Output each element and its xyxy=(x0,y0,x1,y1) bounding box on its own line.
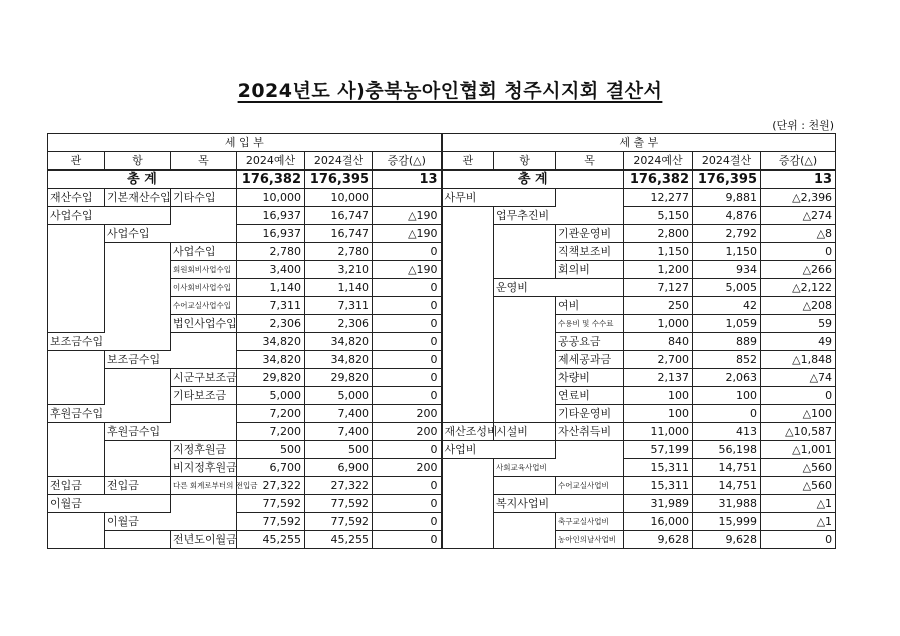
income-mok-cell: 이사회비사업수입 xyxy=(171,279,237,297)
income-mok-cell xyxy=(171,405,237,423)
col-header-mok: 목 xyxy=(556,152,624,171)
expense-mok-cell: 수어교실사업비 xyxy=(556,477,624,495)
expense-settle-cell: 0 xyxy=(693,405,761,423)
expense-hang-cell xyxy=(494,531,556,549)
expense-settle-cell: 413 xyxy=(693,423,761,441)
income-mok-cell xyxy=(171,513,237,531)
income-mok-cell: 전년도이월금 xyxy=(171,531,237,549)
section-header-row xyxy=(48,134,836,152)
income-settle-cell: 1,140 xyxy=(305,279,373,297)
income-budget-cell: 77,592 xyxy=(237,495,305,513)
table-row xyxy=(48,279,836,297)
expense-settle-cell: 14,751 xyxy=(693,459,761,477)
income-gwan-cell xyxy=(48,459,105,477)
income-hang-cell xyxy=(105,459,171,477)
col-header-settle: 2024결산 xyxy=(693,152,761,171)
expense-mok-cell: 직책보조비 xyxy=(556,243,624,261)
expense-settle-cell: 1,059 xyxy=(693,315,761,333)
col-header-hang: 항 xyxy=(105,152,171,171)
table-row xyxy=(48,207,836,225)
income-budget-cell: 16,937 xyxy=(237,207,305,225)
income-hang-cell xyxy=(105,207,171,225)
expense-budget-cell: 57,199 xyxy=(624,441,693,459)
income-gwan-cell xyxy=(48,513,105,531)
expense-mok-cell: 공공요금 xyxy=(556,333,624,351)
income-mok-cell: 수어교실사업수입 xyxy=(171,297,237,315)
income-gwan-cell xyxy=(48,387,105,405)
income-hang-cell: 보조금수입 xyxy=(105,351,171,369)
expense-budget-cell: 100 xyxy=(624,405,693,423)
expense-diff-cell: △2,122 xyxy=(761,279,836,297)
table-row xyxy=(48,297,836,315)
income-diff-cell xyxy=(373,189,442,207)
income-budget-cell: 1,140 xyxy=(237,279,305,297)
expense-diff-cell: △10,587 xyxy=(761,423,836,441)
income-gwan-cell xyxy=(48,423,105,441)
income-settle-cell: 16,747 xyxy=(305,225,373,243)
expense-hang-cell xyxy=(494,351,556,369)
income-settle-cell: 6,900 xyxy=(305,459,373,477)
total-budget: 176,382 xyxy=(624,170,693,189)
expense-mok-cell: 농아인의날사업비 xyxy=(556,531,624,549)
expense-settle-cell: 5,005 xyxy=(693,279,761,297)
income-budget-cell: 2,306 xyxy=(237,315,305,333)
income-budget-cell: 29,820 xyxy=(237,369,305,387)
income-gwan-cell xyxy=(48,441,105,459)
expense-hang-cell xyxy=(494,225,556,243)
income-hang-cell: 기본재산수입 xyxy=(105,189,171,207)
income-budget-cell: 7,200 xyxy=(237,423,305,441)
table-row xyxy=(48,513,836,531)
expense-mok-cell: 기관운영비 xyxy=(556,225,624,243)
expense-gwan-cell xyxy=(442,297,494,315)
total-label: 총 계 xyxy=(48,170,237,189)
table-row xyxy=(48,405,836,423)
income-settle-cell: 34,820 xyxy=(305,333,373,351)
income-diff-cell: 0 xyxy=(373,279,442,297)
income-budget-cell: 500 xyxy=(237,441,305,459)
expense-mok-cell: 축구교실사업비 xyxy=(556,513,624,531)
expense-budget-cell: 1,200 xyxy=(624,261,693,279)
expense-hang-cell xyxy=(494,405,556,423)
expense-budget-cell: 1,000 xyxy=(624,315,693,333)
expense-settle-cell: 15,999 xyxy=(693,513,761,531)
expense-settle-cell: 852 xyxy=(693,351,761,369)
income-settle-cell: 2,306 xyxy=(305,315,373,333)
expense-hang-cell xyxy=(494,513,556,531)
total-diff: 13 xyxy=(373,170,442,189)
income-hang-cell xyxy=(105,387,171,405)
expense-diff-cell: △1 xyxy=(761,495,836,513)
col-header-diff: 증감(△) xyxy=(373,152,442,171)
expense-diff-cell: △2,396 xyxy=(761,189,836,207)
income-hang-cell: 후원금수입 xyxy=(105,423,171,441)
income-budget-cell: 34,820 xyxy=(237,351,305,369)
expense-diff-cell: △266 xyxy=(761,261,836,279)
expense-gwan-cell xyxy=(442,351,494,369)
income-settle-cell: 5,000 xyxy=(305,387,373,405)
col-header-budget: 2024예산 xyxy=(624,152,693,171)
expense-budget-cell: 2,137 xyxy=(624,369,693,387)
expense-gwan-cell: 재산조성비 xyxy=(442,423,494,441)
expense-hang-cell: 업무추진비 xyxy=(494,207,556,225)
expense-settle-cell: 9,881 xyxy=(693,189,761,207)
total-row xyxy=(48,170,836,189)
expense-gwan-cell xyxy=(442,531,494,549)
expense-settle-cell: 14,751 xyxy=(693,477,761,495)
expense-hang-cell xyxy=(494,189,556,207)
income-diff-cell: 0 xyxy=(373,243,442,261)
expense-hang-cell xyxy=(494,261,556,279)
income-settle-cell: 29,820 xyxy=(305,369,373,387)
expense-budget-cell: 15,311 xyxy=(624,459,693,477)
table-row xyxy=(48,495,836,513)
expense-diff-cell: △274 xyxy=(761,207,836,225)
income-diff-cell: 0 xyxy=(373,333,442,351)
expense-gwan-cell xyxy=(442,495,494,513)
income-hang-cell: 이월금 xyxy=(105,513,171,531)
income-diff-cell: △190 xyxy=(373,225,442,243)
table-row xyxy=(48,243,836,261)
expense-diff-cell: △560 xyxy=(761,459,836,477)
col-header-gwan: 관 xyxy=(48,152,105,171)
expense-settle-cell: 1,150 xyxy=(693,243,761,261)
income-settle-cell: 77,592 xyxy=(305,495,373,513)
income-hang-cell xyxy=(105,369,171,387)
income-gwan-cell xyxy=(48,261,105,279)
expense-diff-cell: 59 xyxy=(761,315,836,333)
income-budget-cell: 6,700 xyxy=(237,459,305,477)
expense-gwan-cell xyxy=(442,513,494,531)
settlement-table xyxy=(47,133,836,549)
expense-settle-cell: 4,876 xyxy=(693,207,761,225)
expense-settle-cell: 100 xyxy=(693,387,761,405)
income-budget-cell: 7,200 xyxy=(237,405,305,423)
expense-mok-cell xyxy=(556,441,624,459)
expense-hang-cell xyxy=(494,333,556,351)
expense-mok-cell xyxy=(556,459,624,477)
income-mok-cell: 비지정후원금 xyxy=(171,459,237,477)
income-settle-cell: 77,592 xyxy=(305,513,373,531)
expense-hang-cell xyxy=(494,297,556,315)
col-header-budget: 2024예산 xyxy=(237,152,305,171)
expense-hang-cell: 복지사업비 xyxy=(494,495,556,513)
income-settle-cell: 45,255 xyxy=(305,531,373,549)
expense-gwan-cell xyxy=(442,333,494,351)
expense-diff-cell: △8 xyxy=(761,225,836,243)
expense-settle-cell: 56,198 xyxy=(693,441,761,459)
expense-mok-cell: 기타운영비 xyxy=(556,405,624,423)
income-hang-cell: 전입금 xyxy=(105,477,171,495)
income-settle-cell: 500 xyxy=(305,441,373,459)
total-budget: 176,382 xyxy=(237,170,305,189)
income-mok-cell xyxy=(171,423,237,441)
income-budget-cell: 2,780 xyxy=(237,243,305,261)
income-diff-cell: △190 xyxy=(373,207,442,225)
document-title: 2024년도 사)충북농아인협회 청주시지회 결산서 xyxy=(237,80,663,102)
expense-budget-cell: 31,989 xyxy=(624,495,693,513)
table-row xyxy=(48,477,836,495)
expense-diff-cell: △208 xyxy=(761,297,836,315)
expense-budget-cell: 12,277 xyxy=(624,189,693,207)
income-gwan-cell: 이월금 xyxy=(48,495,105,513)
expense-mok-cell: 수용비 및 수수료 xyxy=(556,315,624,333)
expense-budget-cell: 16,000 xyxy=(624,513,693,531)
expense-mok-cell xyxy=(556,279,624,297)
col-header-gwan: 관 xyxy=(442,152,494,171)
income-gwan-cell: 전입금 xyxy=(48,477,105,495)
income-section-title: 세 입 부 xyxy=(48,134,442,152)
income-gwan-cell xyxy=(48,369,105,387)
income-mok-cell xyxy=(171,225,237,243)
expense-diff-cell: △560 xyxy=(761,477,836,495)
income-diff-cell: 200 xyxy=(373,423,442,441)
income-gwan-cell xyxy=(48,243,105,261)
expense-mok-cell: 차량비 xyxy=(556,369,624,387)
income-hang-cell xyxy=(105,441,171,459)
expense-settle-cell: 9,628 xyxy=(693,531,761,549)
income-mok-cell xyxy=(171,333,237,351)
income-gwan-cell: 보조금수입 xyxy=(48,333,105,351)
income-mok-cell: 기타보조금 xyxy=(171,387,237,405)
table-row xyxy=(48,441,836,459)
col-header-settle: 2024결산 xyxy=(305,152,373,171)
table-row xyxy=(48,387,836,405)
income-mok-cell: 회원회비사업수입 xyxy=(171,261,237,279)
income-budget-cell: 7,311 xyxy=(237,297,305,315)
table-row xyxy=(48,531,836,549)
income-settle-cell: 7,400 xyxy=(305,405,373,423)
income-diff-cell: 0 xyxy=(373,513,442,531)
expense-budget-cell: 5,150 xyxy=(624,207,693,225)
expense-mok-cell: 자산취득비 xyxy=(556,423,624,441)
income-diff-cell: 0 xyxy=(373,477,442,495)
expense-gwan-cell xyxy=(442,387,494,405)
income-settle-cell: 7,400 xyxy=(305,423,373,441)
expense-gwan-cell: 사무비 xyxy=(442,189,494,207)
expense-settle-cell: 934 xyxy=(693,261,761,279)
income-diff-cell: 0 xyxy=(373,387,442,405)
expense-hang-cell: 사회교육사업비 xyxy=(494,459,556,477)
income-budget-cell: 34,820 xyxy=(237,333,305,351)
table-row xyxy=(48,189,836,207)
income-diff-cell: 0 xyxy=(373,531,442,549)
income-budget-cell: 77,592 xyxy=(237,513,305,531)
income-diff-cell: 0 xyxy=(373,351,442,369)
expense-settle-cell: 2,063 xyxy=(693,369,761,387)
expense-diff-cell: △1,848 xyxy=(761,351,836,369)
col-header-mok: 목 xyxy=(171,152,237,171)
income-settle-cell: 34,820 xyxy=(305,351,373,369)
expense-gwan-cell xyxy=(442,279,494,297)
income-gwan-cell: 사업수입 xyxy=(48,207,105,225)
table-row xyxy=(48,369,836,387)
expense-mok-cell xyxy=(556,495,624,513)
expense-hang-cell xyxy=(494,477,556,495)
expense-gwan-cell xyxy=(442,315,494,333)
income-hang-cell xyxy=(105,333,171,351)
expense-hang-cell xyxy=(494,315,556,333)
expense-mok-cell: 여비 xyxy=(556,297,624,315)
income-hang-cell xyxy=(105,531,171,549)
total-label: 총 계 xyxy=(442,170,624,189)
income-gwan-cell xyxy=(48,315,105,333)
income-gwan-cell xyxy=(48,531,105,549)
expense-budget-cell: 2,800 xyxy=(624,225,693,243)
expense-diff-cell: △74 xyxy=(761,369,836,387)
expense-budget-cell: 2,700 xyxy=(624,351,693,369)
income-settle-cell: 10,000 xyxy=(305,189,373,207)
income-budget-cell: 45,255 xyxy=(237,531,305,549)
income-diff-cell: △190 xyxy=(373,261,442,279)
expense-budget-cell: 100 xyxy=(624,387,693,405)
expense-gwan-cell xyxy=(442,207,494,225)
table-row xyxy=(48,423,836,441)
total-settle: 176,395 xyxy=(305,170,373,189)
income-mok-cell xyxy=(171,207,237,225)
income-budget-cell: 16,937 xyxy=(237,225,305,243)
income-diff-cell: 200 xyxy=(373,405,442,423)
expense-gwan-cell xyxy=(442,477,494,495)
expense-hang-cell xyxy=(494,387,556,405)
table-row xyxy=(48,459,836,477)
column-header-row xyxy=(48,152,836,171)
expense-settle-cell: 42 xyxy=(693,297,761,315)
income-settle-cell: 27,322 xyxy=(305,477,373,495)
income-diff-cell: 200 xyxy=(373,459,442,477)
income-settle-cell: 16,747 xyxy=(305,207,373,225)
expense-gwan-cell xyxy=(442,243,494,261)
expense-budget-cell: 250 xyxy=(624,297,693,315)
income-gwan-cell xyxy=(48,297,105,315)
expense-settle-cell: 2,792 xyxy=(693,225,761,243)
expense-gwan-cell xyxy=(442,261,494,279)
expense-hang-cell xyxy=(494,441,556,459)
expense-gwan-cell xyxy=(442,225,494,243)
expense-mok-cell: 연료비 xyxy=(556,387,624,405)
income-mok-cell: 다른 회계로부터의 전입금 xyxy=(171,477,237,495)
expense-hang-cell: 운영비 xyxy=(494,279,556,297)
income-gwan-cell: 후원금수입 xyxy=(48,405,105,423)
income-settle-cell: 3,210 xyxy=(305,261,373,279)
expense-budget-cell: 15,311 xyxy=(624,477,693,495)
income-hang-cell xyxy=(105,495,171,513)
income-gwan-cell: 재산수입 xyxy=(48,189,105,207)
income-hang-cell xyxy=(105,297,171,315)
expense-hang-cell: 시설비 xyxy=(494,423,556,441)
total-settle: 176,395 xyxy=(693,170,761,189)
expense-hang-cell xyxy=(494,369,556,387)
table-row xyxy=(48,315,836,333)
income-diff-cell: 0 xyxy=(373,297,442,315)
expense-mok-cell: 회의비 xyxy=(556,261,624,279)
income-budget-cell: 5,000 xyxy=(237,387,305,405)
income-mok-cell: 시군구보조금 xyxy=(171,369,237,387)
income-hang-cell xyxy=(105,279,171,297)
expense-settle-cell: 889 xyxy=(693,333,761,351)
col-header-hang: 항 xyxy=(494,152,556,171)
income-budget-cell: 3,400 xyxy=(237,261,305,279)
income-hang-cell xyxy=(105,315,171,333)
expense-section-title: 세 출 부 xyxy=(442,134,836,152)
expense-gwan-cell xyxy=(442,459,494,477)
expense-hang-cell xyxy=(494,243,556,261)
income-budget-cell: 27,322 xyxy=(237,477,305,495)
income-mok-cell xyxy=(171,495,237,513)
income-gwan-cell xyxy=(48,351,105,369)
income-hang-cell xyxy=(105,243,171,261)
income-mok-cell xyxy=(171,351,237,369)
total-diff: 13 xyxy=(761,170,836,189)
expense-mok-cell: 제세공과금 xyxy=(556,351,624,369)
income-diff-cell: 0 xyxy=(373,495,442,513)
expense-budget-cell: 1,150 xyxy=(624,243,693,261)
expense-diff-cell: △1,001 xyxy=(761,441,836,459)
income-hang-cell xyxy=(105,405,171,423)
expense-gwan-cell xyxy=(442,369,494,387)
col-header-diff: 증감(△) xyxy=(761,152,836,171)
expense-gwan-cell: 사업비 xyxy=(442,441,494,459)
table-row xyxy=(48,261,836,279)
table-row xyxy=(48,333,836,351)
expense-budget-cell: 11,000 xyxy=(624,423,693,441)
income-diff-cell: 0 xyxy=(373,315,442,333)
table-row xyxy=(48,351,836,369)
income-mok-cell: 지정후원금 xyxy=(171,441,237,459)
expense-mok-cell xyxy=(556,207,624,225)
expense-diff-cell: △1 xyxy=(761,513,836,531)
table-row xyxy=(48,225,836,243)
expense-budget-cell: 7,127 xyxy=(624,279,693,297)
income-settle-cell: 7,311 xyxy=(305,297,373,315)
income-settle-cell: 2,780 xyxy=(305,243,373,261)
expense-diff-cell: △100 xyxy=(761,405,836,423)
expense-settle-cell: 31,988 xyxy=(693,495,761,513)
income-budget-cell: 10,000 xyxy=(237,189,305,207)
unit-label: (단위 : 천원) xyxy=(772,119,834,132)
expense-budget-cell: 840 xyxy=(624,333,693,351)
expense-diff-cell: 0 xyxy=(761,387,836,405)
income-mok-cell: 기타수입 xyxy=(171,189,237,207)
income-mok-cell: 법인사업수입 xyxy=(171,315,237,333)
income-gwan-cell xyxy=(48,225,105,243)
expense-diff-cell: 0 xyxy=(761,531,836,549)
income-diff-cell: 0 xyxy=(373,441,442,459)
income-gwan-cell xyxy=(48,279,105,297)
income-mok-cell: 사업수입 xyxy=(171,243,237,261)
income-diff-cell: 0 xyxy=(373,369,442,387)
income-hang-cell xyxy=(105,261,171,279)
income-hang-cell: 사업수입 xyxy=(105,225,171,243)
expense-mok-cell xyxy=(556,189,624,207)
expense-gwan-cell xyxy=(442,405,494,423)
expense-budget-cell: 9,628 xyxy=(624,531,693,549)
expense-diff-cell: 49 xyxy=(761,333,836,351)
expense-diff-cell: 0 xyxy=(761,243,836,261)
